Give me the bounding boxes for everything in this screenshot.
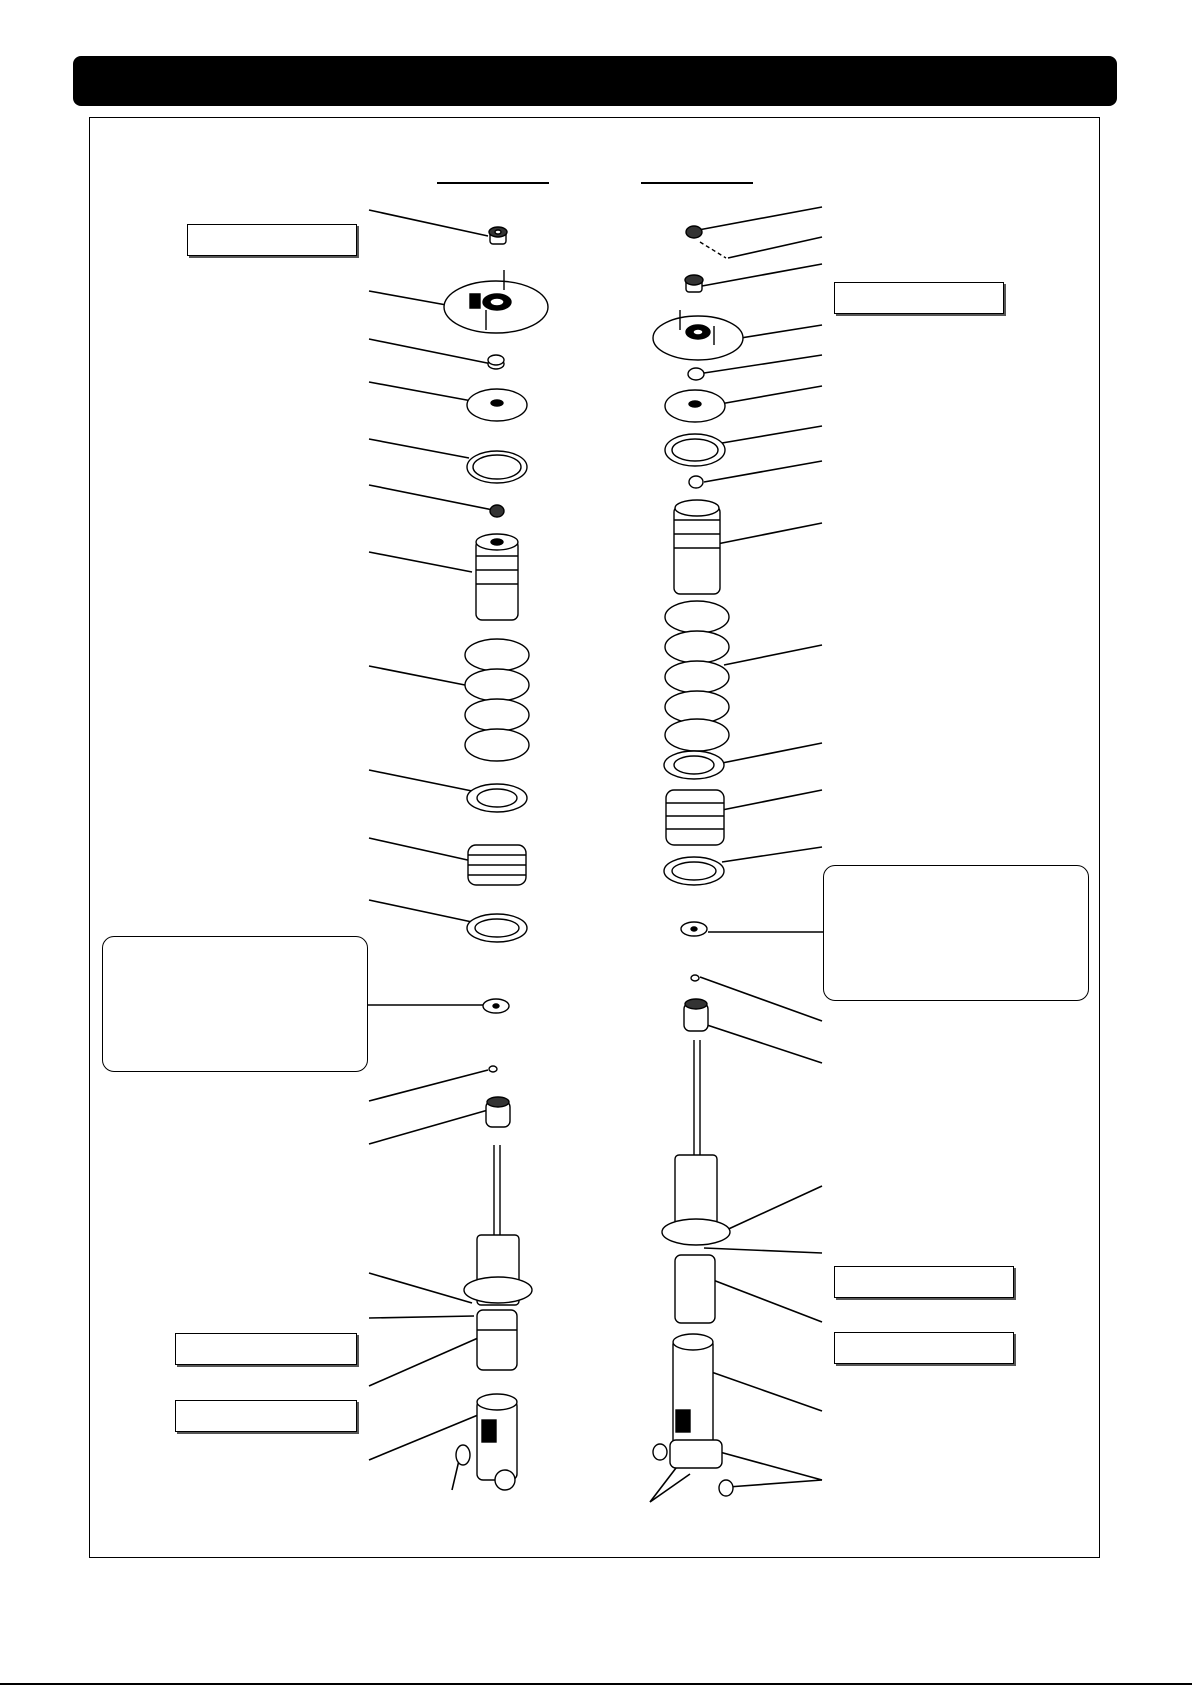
front-washer-icon <box>483 999 509 1013</box>
leader-line <box>369 1273 472 1303</box>
leader-line <box>369 1110 488 1144</box>
leader-line <box>369 210 488 236</box>
rear-upper-mount-icon <box>653 310 743 360</box>
leader-line <box>369 439 469 458</box>
leader-line <box>728 1480 822 1487</box>
rear-shock-body-icon <box>662 1040 730 1323</box>
rear-lower-bracket-icon <box>670 1334 722 1468</box>
rear-spring-icon <box>665 601 729 751</box>
rear-bump-stop-icon <box>674 500 720 594</box>
rear-cap-nut-icon <box>685 275 703 292</box>
leader-line <box>704 1248 822 1253</box>
rear-spring-seat-icon <box>664 751 724 779</box>
rear-washer-icon <box>681 922 707 936</box>
rear-adjuster-icon <box>666 790 724 845</box>
leader-line <box>712 523 822 545</box>
leader-line <box>369 552 472 572</box>
leader-line <box>724 645 822 665</box>
rear-small-nut-icon <box>689 476 703 488</box>
leader-line <box>369 770 472 791</box>
rear-lower-seat-icon <box>664 857 724 885</box>
rear-o-ring-icon <box>691 975 699 981</box>
front-lower-seat-icon <box>467 914 527 942</box>
leader-line <box>369 666 470 686</box>
leader-line <box>700 1368 822 1411</box>
leader-line <box>369 382 472 401</box>
leader-line <box>722 847 822 862</box>
front-spring-icon <box>465 639 529 761</box>
rear-spacer-icon <box>688 368 704 380</box>
leader-line <box>369 838 472 861</box>
rear-thrust-washer-icon <box>665 434 725 466</box>
front-spacer-icon <box>488 355 504 369</box>
leader-line <box>720 386 822 404</box>
front-top-nut-icon <box>489 227 507 244</box>
front-adjuster-icon <box>468 845 526 885</box>
leader-line <box>704 1024 822 1063</box>
leader-line <box>693 207 822 231</box>
rear-top-nut-icon <box>686 226 702 238</box>
rear-left-bushing-icon <box>653 1444 667 1460</box>
leader-line <box>722 790 822 810</box>
rear-plate-icon <box>665 390 725 422</box>
leader-line <box>369 485 493 510</box>
front-plate-icon <box>467 389 527 421</box>
front-dust-cover-icon <box>486 1097 510 1127</box>
rear-dashed-line <box>700 242 726 258</box>
front-o-ring-icon <box>489 1066 497 1072</box>
front-lower-bracket-icon <box>477 1394 517 1490</box>
front-bump-stop-icon <box>476 534 518 620</box>
leader-line <box>722 743 822 763</box>
front-small-nut-icon <box>490 505 504 517</box>
front-thrust-washer-icon <box>467 451 527 483</box>
leader-line <box>650 1474 690 1502</box>
front-spring-seat-icon <box>467 784 527 812</box>
leader-line <box>369 291 452 306</box>
leader-line <box>369 339 492 364</box>
leader-line <box>704 461 822 482</box>
rear-right-bushing-icon <box>719 1480 733 1496</box>
leader-line <box>722 1186 822 1232</box>
leader-line <box>700 977 822 1021</box>
leader-line <box>700 1275 822 1322</box>
leader-line <box>716 1451 822 1480</box>
leader-line <box>704 355 822 373</box>
leader-line <box>369 1316 474 1318</box>
front-shock-body-icon <box>464 1145 532 1370</box>
leader-line <box>369 1070 488 1101</box>
leader-line <box>369 1338 478 1386</box>
leader-line <box>369 900 472 922</box>
rear-dust-cover-icon <box>684 999 708 1031</box>
front-bushing-icon <box>456 1445 470 1465</box>
leader-line <box>702 264 822 286</box>
front-upper-mount-icon <box>444 270 548 333</box>
leader-line <box>722 426 822 443</box>
leader-line <box>650 1468 676 1502</box>
leader-line <box>728 237 822 258</box>
